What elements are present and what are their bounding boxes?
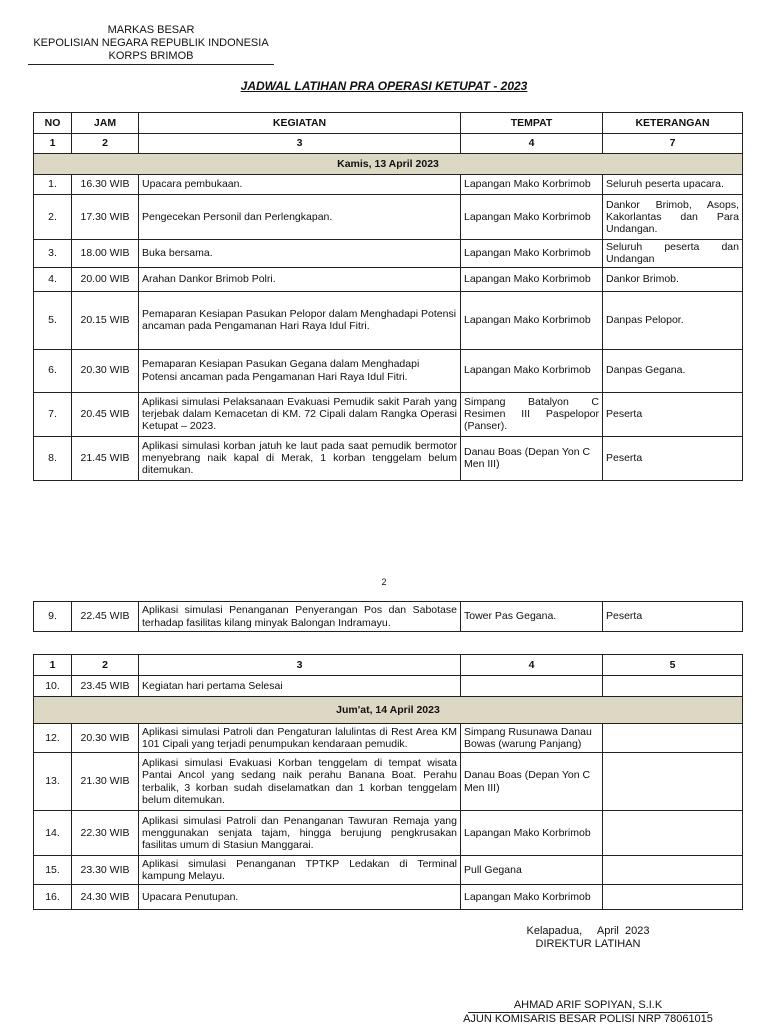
place-date: Kelapadua, April 2023 xyxy=(526,925,650,937)
row-kegiatan: Arahan Dankor Brimob Polri. xyxy=(139,267,461,291)
row-jam: 16.30 WIB xyxy=(72,175,139,195)
row-keterangan xyxy=(603,676,743,697)
row-tempat: Danau Boas (Depan Yon C Men III) xyxy=(461,753,603,811)
row-jam: 24.30 WIB xyxy=(72,885,139,910)
table-row xyxy=(34,240,743,268)
row-kegiatan: Upacara pembukaan. xyxy=(139,175,461,195)
row-keterangan: Dankor Brimob, Asops, Kakorlantas dan Para Undangan. xyxy=(603,195,743,240)
day-label: Jum'at, 14 April 2023 xyxy=(34,697,743,724)
row-jam: 22.30 WIB xyxy=(72,811,139,856)
row-kegiatan: Upacara Penutupan. xyxy=(139,885,461,910)
row-tempat: Lapangan Mako Korbrimob xyxy=(461,267,603,291)
table-row xyxy=(34,602,743,632)
row-no: 6. xyxy=(34,349,72,392)
row-jam: 23.45 WIB xyxy=(72,676,139,697)
row-no: 2. xyxy=(34,195,72,240)
row-keterangan: Peserta xyxy=(603,602,743,632)
row-no: 16. xyxy=(34,885,72,910)
row-kegiatan: Aplikasi simulasi Evakuasi Korban tenggelam di tempat wisata Pantai Ancol yang sedang naik perahu Banana Boat. Perahu terbalik, 3 korban sudah diselamatkan dan 1 korban tenggelam belum ditemukan. xyxy=(139,753,461,811)
col-number: 1 xyxy=(34,134,72,154)
document-title: JADWAL LATIHAN PRA OPERASI KETUPAT - 2023 xyxy=(240,79,528,93)
table-row xyxy=(34,724,743,753)
col-number: 2 xyxy=(72,655,139,676)
row-keterangan: Seluruh peserta upacara. xyxy=(603,175,743,195)
col-number: 1 xyxy=(34,655,72,676)
row-jam: 21.30 WIB xyxy=(72,753,139,811)
row-kegiatan: Aplikasi simulasi korban jatuh ke laut pada saat pemudik bermotor menyebrang naik kapal di Merak, 1 korban tenggelam belum ditemukan. xyxy=(139,436,461,480)
row-keterangan: Dankor Brimob. xyxy=(603,267,743,291)
row-jam: 23.30 WIB xyxy=(72,856,139,885)
row-no: 13. xyxy=(34,753,72,811)
row-kegiatan: Aplikasi simulasi Patroli dan Pengaturan lalulintas di Rest Area KM 101 Cipali yang terjadi penumpukan kendaraan pemudik. xyxy=(139,724,461,753)
table-row xyxy=(34,195,743,240)
row-keterangan: Peserta xyxy=(603,392,743,436)
row-kegiatan: Aplikasi simulasi Penanganan TPTKP Ledakan di Terminal kampung Melayu. xyxy=(139,856,461,885)
row-no: 14. xyxy=(34,811,72,856)
row-tempat: Lapangan Mako Korbrimob xyxy=(461,195,603,240)
table-row xyxy=(34,392,743,436)
table-row xyxy=(34,349,743,392)
table-row xyxy=(34,753,743,811)
row-jam: 21.45 WIB xyxy=(72,436,139,480)
row-jam: 20.30 WIB xyxy=(72,349,139,392)
row-keterangan: Danpas Gegana. xyxy=(603,349,743,392)
row-tempat xyxy=(461,676,603,697)
row-no: 15. xyxy=(34,856,72,885)
row-jam: 22.45 WIB xyxy=(72,602,139,632)
row-tempat: Lapangan Mako Korbrimob xyxy=(461,175,603,195)
col-number: 7 xyxy=(603,134,743,154)
row-keterangan: Peserta xyxy=(603,436,743,480)
row-jam: 20.45 WIB xyxy=(72,392,139,436)
row-jam: 20.30 WIB xyxy=(72,724,139,753)
row-no: 1. xyxy=(34,175,72,195)
row-jam: 17.30 WIB xyxy=(72,195,139,240)
row-kegiatan: Aplikasi simulasi Penanganan Penyerangan Pos dan Sabotase terhadap fasilitas kilang minyak Balongan Indramayu. xyxy=(139,602,461,632)
signature-block xyxy=(508,925,668,951)
table-header-row xyxy=(34,113,743,134)
row-tempat: Lapangan Mako Korbrimob xyxy=(461,811,603,856)
row-keterangan xyxy=(603,811,743,856)
row-keterangan: Seluruh peserta dan Undangan xyxy=(603,240,743,268)
table-row xyxy=(34,436,743,480)
row-kegiatan: Pemaparan Kesiapan Pasukan Gegana dalam Menghadapi Potensi ancaman pada Pengamanan Hari Raya Idul Fitri. xyxy=(139,349,461,392)
row-tempat: Simpang Rusunawa Danau Bowas (warung Panjang) xyxy=(461,724,603,753)
col-header-no: NO xyxy=(34,113,72,134)
signatory-rank: AJUN KOMISARIS BESAR POLISI NRP 78061015 xyxy=(463,1013,713,1025)
row-no: 5. xyxy=(34,291,72,349)
row-kegiatan: Pemaparan Kesiapan Pasukan Pelopor dalam Menghadapi Potensi ancaman pada Pengamanan Hari Raya Idul Fitri. xyxy=(139,291,461,349)
letterhead-line-3: KORPS BRIMOB xyxy=(108,50,194,62)
col-number: 4 xyxy=(461,655,603,676)
row-kegiatan: Aplikasi simulasi Pelaksanaan Evakuasi Pemudik sakit Parah yang terjebak dalam Kemacetan di KM. 72 Cipali dalam Rangka Operasi Ketupat – 2023. xyxy=(139,392,461,436)
signatory-position: DIREKTUR LATIHAN xyxy=(535,938,641,950)
row-kegiatan: Buka bersama. xyxy=(139,240,461,268)
table-row xyxy=(34,811,743,856)
table-row xyxy=(34,676,743,697)
page-number: 2 xyxy=(381,577,387,587)
row-keterangan xyxy=(603,724,743,753)
row-tempat: Danau Boas (Depan Yon C Men III) xyxy=(461,436,603,480)
row-kegiatan: Aplikasi simulasi Patroli dan Penanganan Tawuran Remaja yang menggunakan senjata tajam, hingga berujung pengkrusakan fasilitas umum di Stasiun Manggarai. xyxy=(139,811,461,856)
day-row xyxy=(34,697,743,724)
row-no: 7. xyxy=(34,392,72,436)
table-row xyxy=(34,175,743,195)
row-tempat: Pull Gegana xyxy=(461,856,603,885)
row-tempat: Lapangan Mako Korbrimob xyxy=(461,291,603,349)
col-header-tempat: TEMPAT xyxy=(461,113,603,134)
schedule-table-page-2 xyxy=(33,654,743,910)
row-kegiatan: Kegiatan hari pertama Selesai xyxy=(139,676,461,697)
table-row xyxy=(34,291,743,349)
row-tempat: Lapangan Mako Korbrimob xyxy=(461,349,603,392)
day-row xyxy=(34,154,743,175)
row-no: 8. xyxy=(34,436,72,480)
schedule-table-row-9 xyxy=(33,601,743,632)
letterhead xyxy=(28,24,274,63)
column-number-row xyxy=(34,655,743,676)
day-label: Kamis, 13 April 2023 xyxy=(34,154,743,175)
row-keterangan xyxy=(603,856,743,885)
row-no: 4. xyxy=(34,267,72,291)
row-jam: 20.00 WIB xyxy=(72,267,139,291)
signatory-name: AHMAD ARIF SOPIYAN, S.I.K xyxy=(513,999,663,1011)
column-number-row xyxy=(34,134,743,154)
table-row xyxy=(34,267,743,291)
table-row xyxy=(34,885,743,910)
col-header-jam: JAM xyxy=(72,113,139,134)
row-jam: 20.15 WIB xyxy=(72,291,139,349)
row-jam: 18.00 WIB xyxy=(72,240,139,268)
row-no: 3. xyxy=(34,240,72,268)
row-keterangan xyxy=(603,753,743,811)
col-number: 2 xyxy=(72,134,139,154)
row-keterangan: Danpas Pelopor. xyxy=(603,291,743,349)
row-tempat: Lapangan Mako Korbrimob xyxy=(461,240,603,268)
schedule-table-page-1 xyxy=(33,112,743,481)
row-tempat: Simpang Batalyon C Resimen III Paspelopor (Panser). xyxy=(461,392,603,436)
letterhead-line-1: MARKAS BESAR xyxy=(107,24,195,36)
col-header-keterangan: KETERANGAN xyxy=(603,113,743,134)
signatory-name-block xyxy=(462,999,714,1026)
table-row xyxy=(34,856,743,885)
col-number: 3 xyxy=(139,655,461,676)
row-no: 12. xyxy=(34,724,72,753)
row-tempat: Lapangan Mako Korbrimob xyxy=(461,885,603,910)
row-tempat: Tower Pas Gegana. xyxy=(461,602,603,632)
letterhead-rule xyxy=(28,64,274,65)
row-no: 10. xyxy=(34,676,72,697)
col-number: 5 xyxy=(603,655,743,676)
col-number: 3 xyxy=(139,134,461,154)
col-header-kegiatan: KEGIATAN xyxy=(139,113,461,134)
col-number: 4 xyxy=(461,134,603,154)
letterhead-line-2: KEPOLISIAN NEGARA REPUBLIK INDONESIA xyxy=(33,37,269,49)
row-kegiatan: Pengecekan Personil dan Perlengkapan. xyxy=(139,195,461,240)
row-no: 9. xyxy=(34,602,72,632)
row-keterangan xyxy=(603,885,743,910)
